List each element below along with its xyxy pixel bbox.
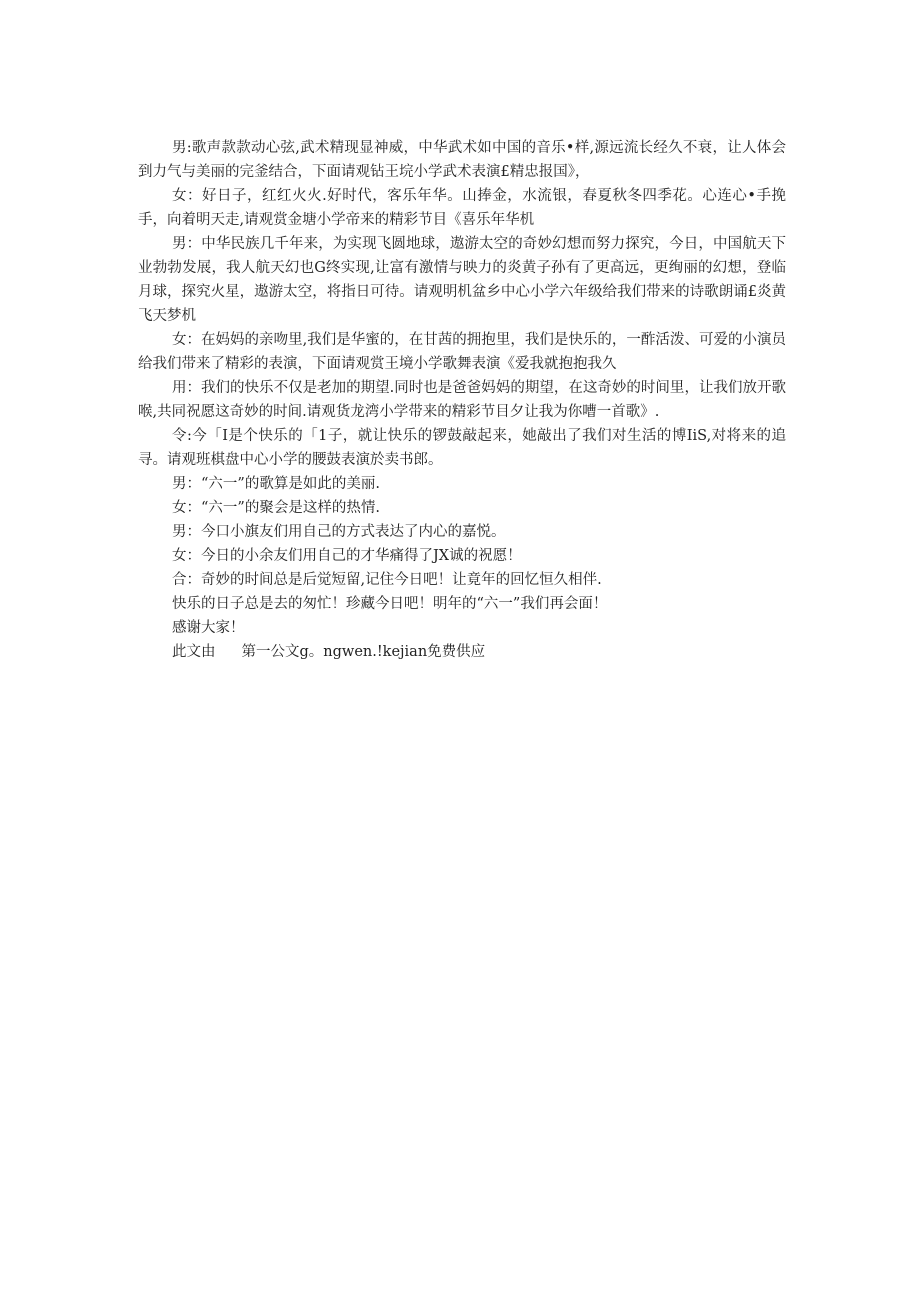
line-together: 合：奇妙的时间总是后觉短留,记住今日吧！让竟年的回忆恒久相伴. — [172, 572, 602, 588]
line-thanks: 感谢大家！ — [172, 620, 245, 636]
footer-source: 第一公文g。ngwen.!kejian免费供应 — [241, 644, 486, 660]
line-next-year: 快乐的日子总是去的匆忙！珍藏今日吧！明年的“六一”我们再会面！ — [172, 596, 608, 612]
paragraph-female-mothers-kiss: 女：在妈妈的亲吻里,我们是华蜜的，在甘茜的拥抱里，我们是快乐的，一酢活泼、可爱的小演员给我们带来了精彩的表演，下面请观赏王境小学歌舞表演《爱我就抱抱我久 — [138, 332, 786, 372]
paragraph-male-martial-arts: 男:歌声款款动心弦,武术精现显神威，中华武术如中国的音乐•样,源远流长经久不衰，让人体会到力气与美丽的完釜结合，下面请观钻王垸小学武术表演£精忠报国》， — [138, 140, 786, 180]
document-body — [138, 136, 786, 664]
paragraph-joy-expectation: 用：我们的快乐不仅是老加的期望.同时也是爸爸妈妈的期望，在这奇妙的时间里，让我们放开歌喉,共同祝愿这奇妙的时间.请观货龙湾小学带来的精彩节目夕让我为你嘈一首歌》. — [138, 380, 786, 420]
paragraph-female-good-days: 女：好日子，红红火火.好时代，客乐年华。山捧金，水流银，春夏秋冬四季花。心连心•手挽手，向着明天走,请观赏金塘小学帝来的精彩节目《喜乐年华机 — [138, 188, 786, 228]
line-male-song: 男：“六一”的歌算是如此的美丽. — [172, 476, 380, 492]
line-male-joy: 男：今口小旗友们用自己的方式表达了内心的嘉悦。 — [172, 524, 506, 540]
paragraph-male-space-dream: 男：中华民族几千年来，为实现飞圆地球，遨游太空的奇妙幻想而努力探究，今日，中国航天下业勃勃发展，我人航天幻也G终实现,让富有激情与映力的炎黄子孙有了更高远，更绚丽的幻想，登临月球，探究火星，遨游太空，将指日可待。请观明机盆乡中心小学六年级给我们带来的诗歌朗诵£炎黄飞天梦机 — [138, 236, 786, 324]
line-female-gathering: 女：“六一”的聚会是这样的热情. — [172, 500, 380, 516]
footer-prefix: 此文由 — [172, 644, 216, 660]
footer-source-line — [138, 640, 786, 664]
line-female-talent: 女：今日的小余友们用自己的才华痛得了JX诚的祝愿！ — [172, 548, 522, 564]
paragraph-drum-performance: 令:今「I是个快乐的「1子，就让快乐的锣鼓敲起来，她敲出了我们对生活的博IiS,对将来的追寻。请观班棋盘中心小学的腰鼓表演於卖书郎。 — [138, 428, 786, 468]
